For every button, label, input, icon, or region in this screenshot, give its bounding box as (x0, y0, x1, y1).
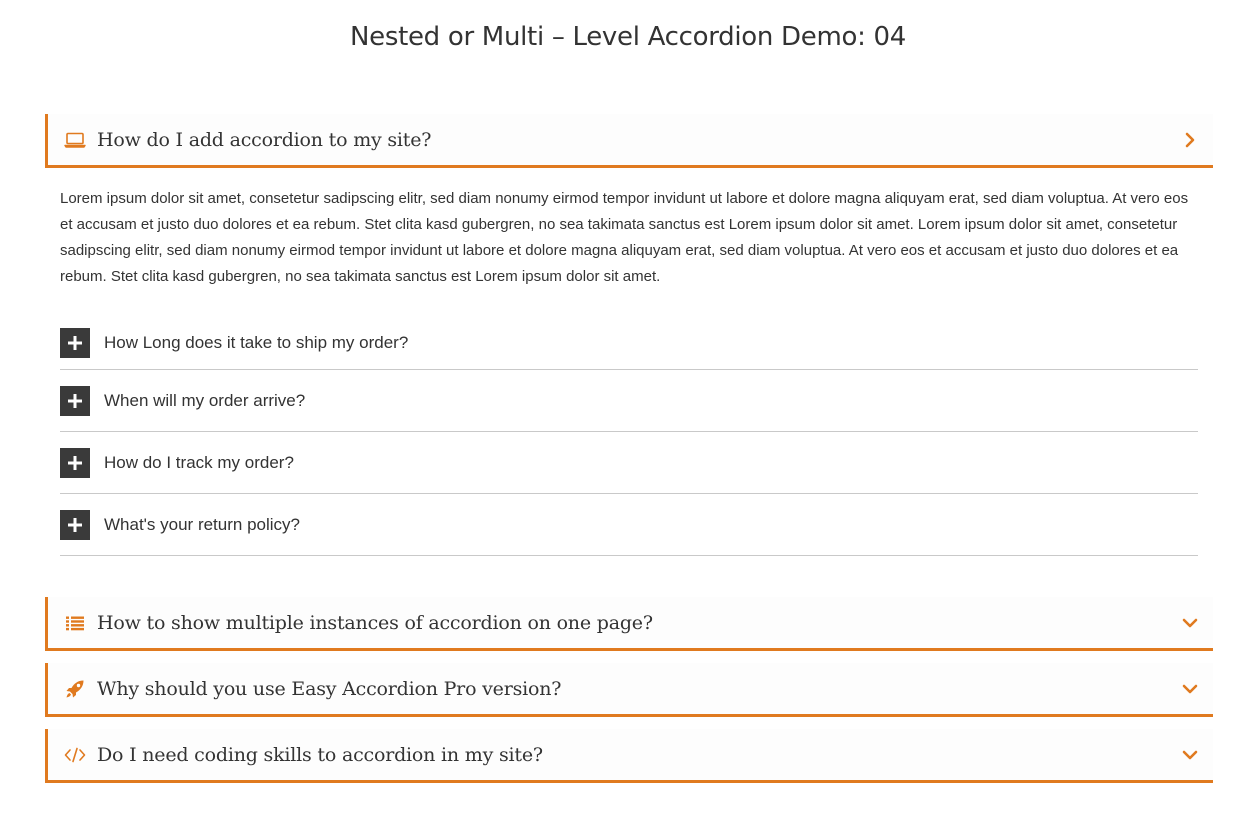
collapsed-accordion-items (45, 597, 1213, 783)
accordion-item-multiple-instances (45, 597, 1213, 651)
nested-item-label: How Long does it take to ship my order? (104, 332, 409, 352)
accordion-title: How to show multiple instances of accordion on one page? (97, 611, 653, 634)
chevron-right-icon (1181, 131, 1199, 149)
chevron-down-icon (1181, 746, 1199, 764)
nested-item-order-arrive[interactable] (60, 370, 1198, 432)
nested-item-label: When will my order arrive? (104, 390, 306, 410)
accordion-header-add-accordion[interactable] (45, 114, 1213, 168)
accordion-item-add-accordion (45, 114, 1213, 562)
code-icon (63, 743, 87, 767)
laptop-icon (63, 128, 87, 152)
list-icon (63, 611, 87, 635)
rocket-icon (63, 677, 87, 701)
accordion-header-coding-skills[interactable] (45, 729, 1213, 783)
nested-accordion (60, 316, 1198, 556)
accordion-panel-add-accordion (45, 168, 1213, 562)
accordion-header-pro-version[interactable] (45, 663, 1213, 717)
accordion-title: How do I add accordion to my site? (97, 128, 432, 151)
nested-item-return-policy[interactable] (60, 494, 1198, 556)
nested-item-shipping-time[interactable] (60, 316, 1198, 370)
plus-icon (60, 510, 90, 540)
plus-icon (60, 448, 90, 478)
accordion-header-multiple-instances[interactable] (45, 597, 1213, 651)
plus-icon (60, 386, 90, 416)
accordion-item-pro-version (45, 663, 1213, 717)
accordion-item-coding-skills (45, 729, 1213, 783)
accordion-body-text: Lorem ipsum dolor sit amet, consetetur sadipscing elitr, sed diam nonumy eirmod tempor invidunt ut labore et dolore magna aliquyam erat, sed diam voluptua. At vero eos et accusam et justo duo dolores et ea rebum. Stet clita kasd gubergren, no sea takimata sanctus est Lorem ipsum dolor sit amet. Lorem ipsum dolor sit amet, consetetur sadipscing elitr, sed diam nonumy eirmod tempor invidunt ut labore et dolore magna aliquyam erat, sed diam voluptua. At vero eos et accusam et justo duo dolores et ea rebum. Stet clita kasd gubergren, no sea takimata sanctus est Lorem ipsum dolor sit amet. (60, 190, 1189, 285)
accordion-title: Why should you use Easy Accordion Pro version? (97, 677, 562, 700)
accordion-title: Do I need coding skills to accordion in my site? (97, 743, 543, 766)
nested-item-track-order[interactable] (60, 432, 1198, 494)
plus-icon (60, 328, 90, 358)
chevron-down-icon (1181, 680, 1199, 698)
nested-item-label: What's your return policy? (104, 514, 300, 534)
chevron-down-icon (1181, 614, 1199, 632)
accordion (45, 114, 1213, 795)
page-title: Nested or Multi – Level Accordion Demo: 04 (350, 22, 906, 52)
nested-item-label: How do I track my order? (104, 452, 294, 472)
